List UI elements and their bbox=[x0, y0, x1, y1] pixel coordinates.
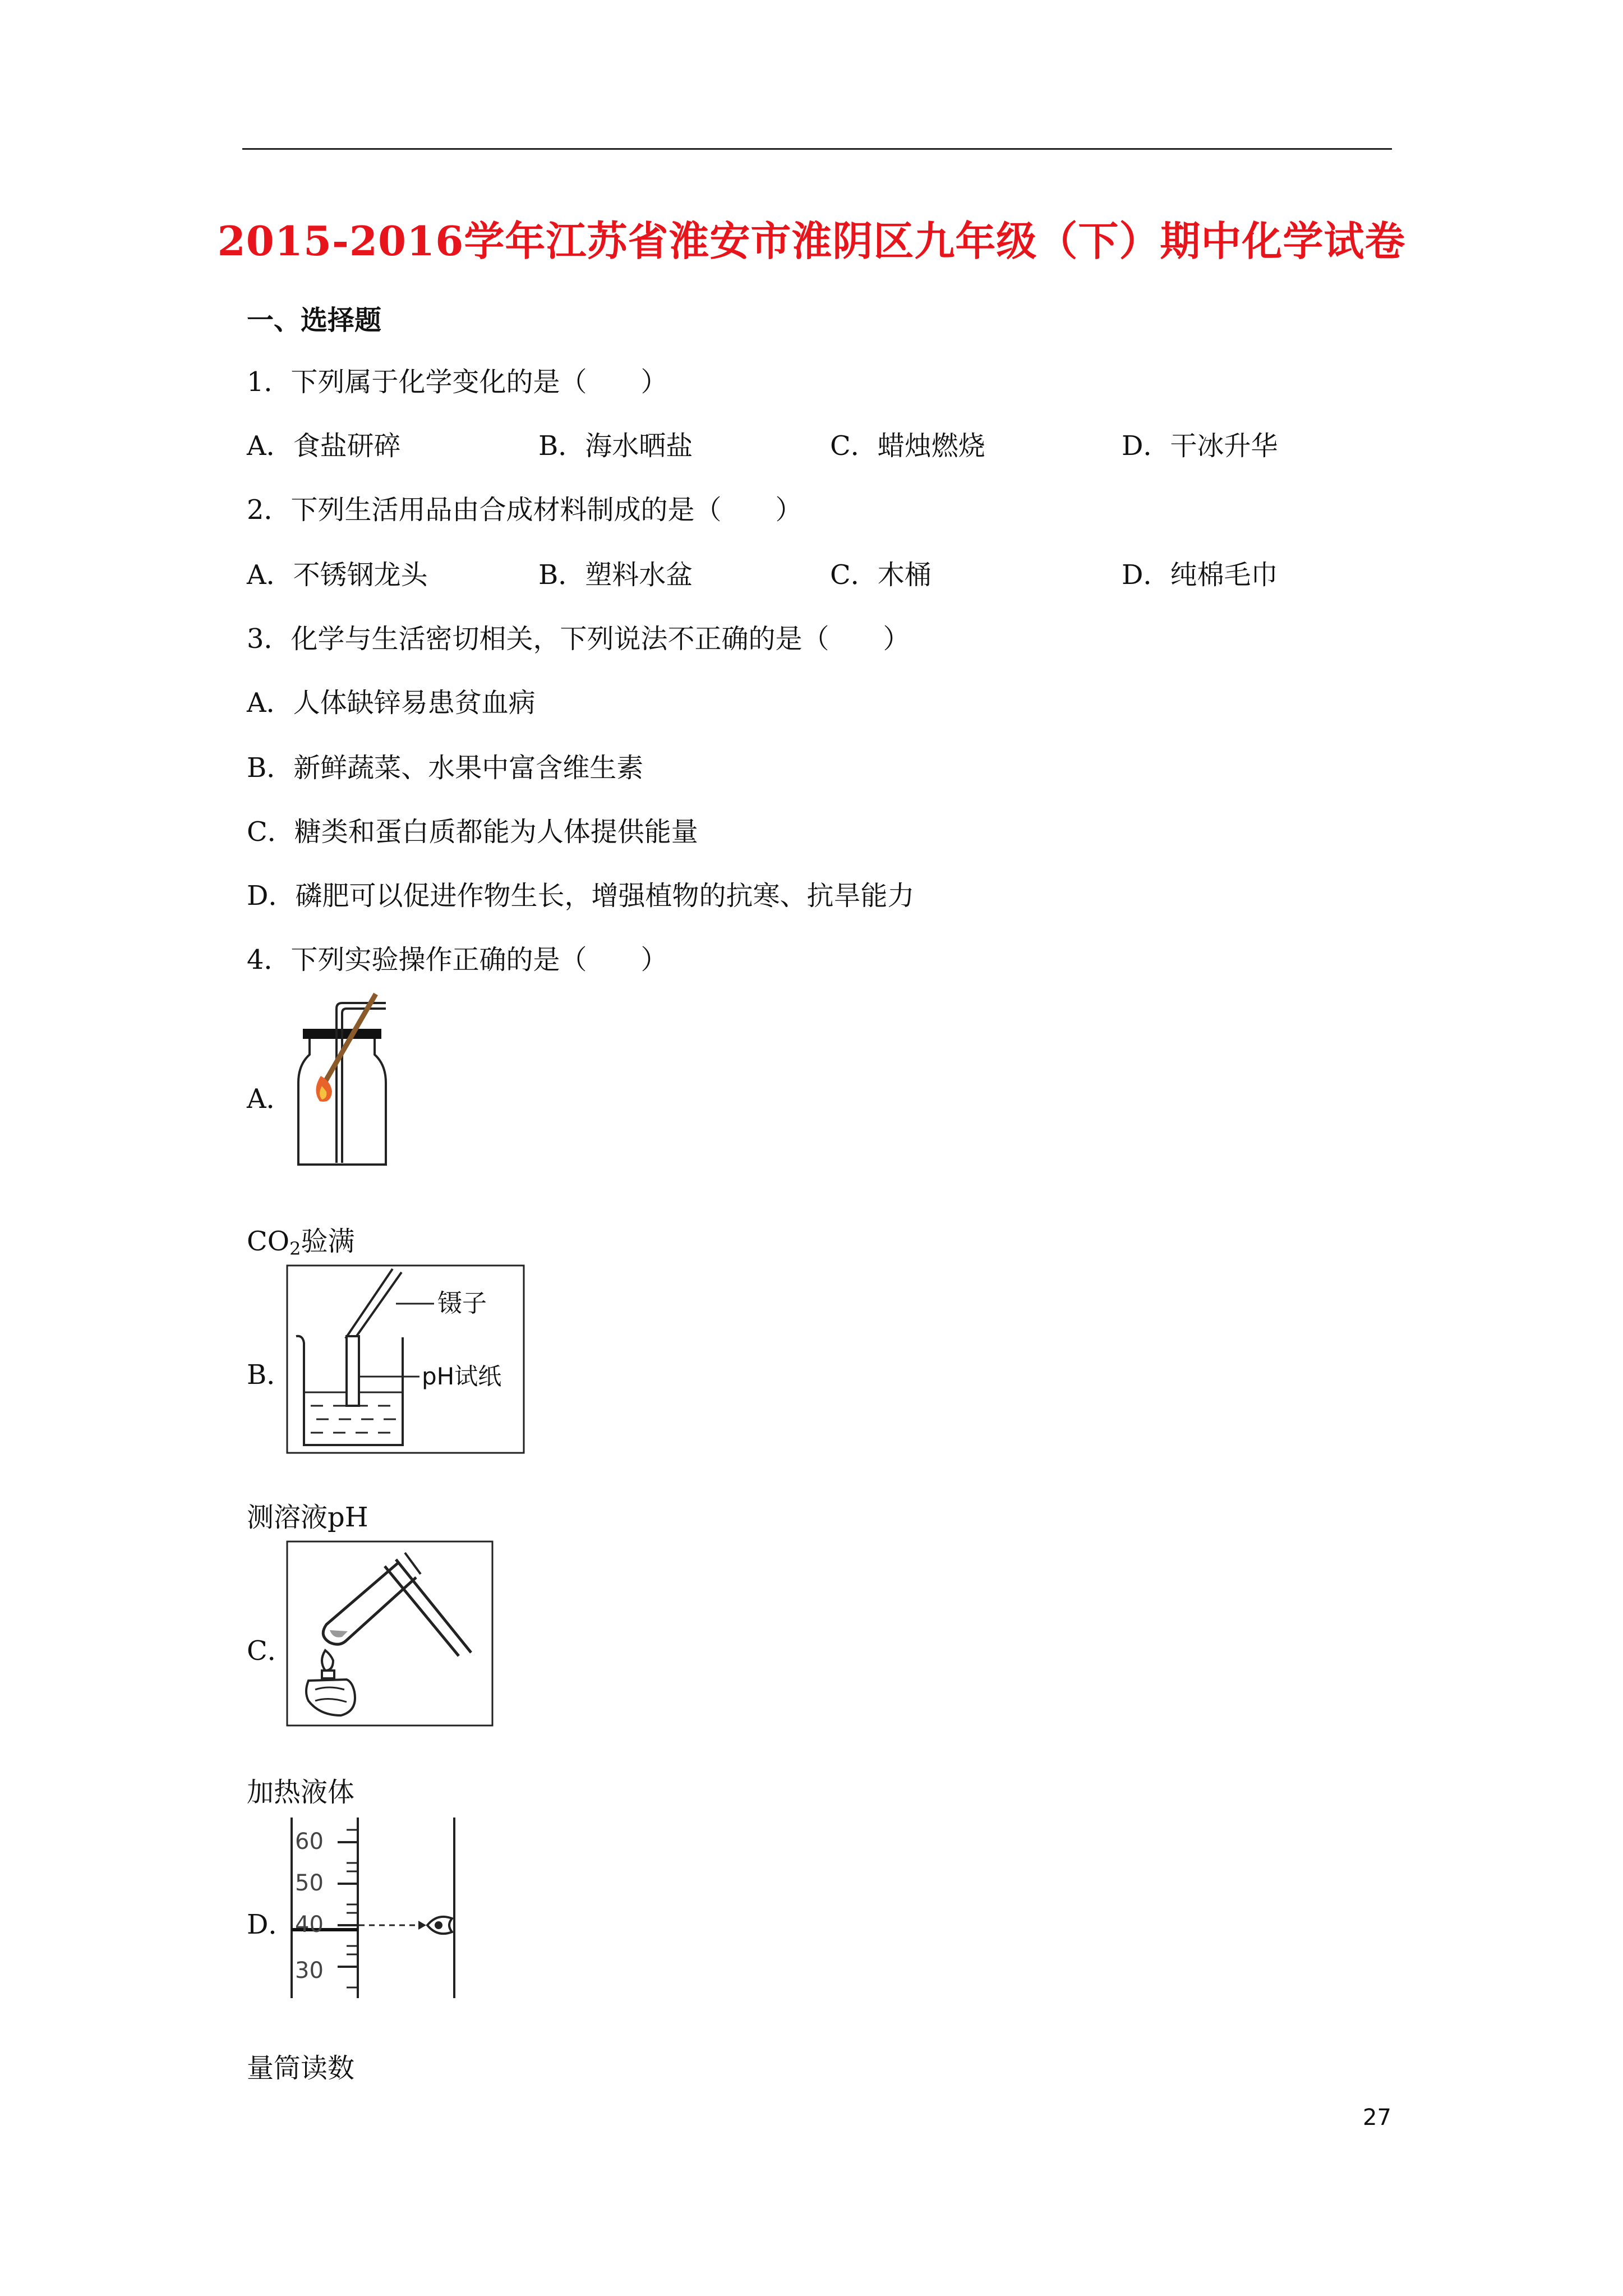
co2-full-check-figure bbox=[286, 992, 393, 1171]
question-1-option-c: C．蜡烛燃烧 bbox=[830, 430, 985, 462]
heating-liquid-figure bbox=[286, 1540, 494, 1727]
question-4-option-c-label: C． bbox=[247, 1635, 294, 1667]
question-2-option-a: A．不锈钢龙头 bbox=[247, 559, 428, 591]
question-1-option-a: A．食盐研碎 bbox=[247, 430, 401, 462]
question-2-stem: 2．下列生活用品由合成材料制成的是（ ） bbox=[247, 494, 803, 526]
question-3-option-c: C．糖类和蛋白质都能为人体提供能量 bbox=[247, 816, 698, 848]
question-4-option-b-label: B． bbox=[247, 1359, 294, 1391]
question-1-stem: 1．下列属于化学变化的是（ ） bbox=[247, 366, 668, 398]
question-4-option-d-caption: 量筒读数 bbox=[247, 2053, 355, 2084]
question-3-option-d: D．磷肥可以促进作物生长，增强植物的抗寒、抗旱能力 bbox=[247, 880, 915, 912]
question-1-option-d: D．干冰升华 bbox=[1122, 430, 1278, 462]
question-4-option-c-caption: 加热液体 bbox=[247, 1777, 355, 1808]
question-2-option-b: B．塑料水盆 bbox=[538, 559, 693, 591]
question-1-option-b: B．海水晒盐 bbox=[538, 430, 693, 462]
question-3-option-a: A．人体缺锌易患贫血病 bbox=[247, 687, 536, 719]
ph-paper-label: pH试纸 bbox=[422, 1363, 502, 1390]
tweezers-label: 镊子 bbox=[437, 1289, 487, 1318]
ph-test-figure bbox=[286, 1264, 527, 1455]
question-3-option-b: B．新鲜蔬菜、水果中富含维生素 bbox=[247, 752, 644, 784]
cylinder-tick-50: 50 bbox=[295, 1870, 324, 1896]
cylinder-reading-figure bbox=[286, 1815, 460, 2000]
page-number: 27 bbox=[1363, 2105, 1391, 2131]
question-4-option-b-caption: 测溶液pH bbox=[247, 1502, 368, 1533]
cylinder-tick-40: 40 bbox=[295, 1912, 324, 1938]
question-2-option-c: C．木桶 bbox=[830, 559, 932, 591]
question-4-stem: 4．下列实验操作正确的是（ ） bbox=[247, 944, 668, 976]
page-title: 2015-2016学年江苏省淮安市淮阴区九年级（下）期中化学试卷 bbox=[217, 217, 1406, 265]
cylinder-tick-30: 30 bbox=[295, 1958, 324, 1984]
cylinder-tick-60: 60 bbox=[295, 1829, 324, 1855]
question-4-option-a-caption: $CO_2$验满 bbox=[247, 1226, 355, 1259]
question-2-option-d: D．纯棉毛巾 bbox=[1122, 559, 1278, 591]
section-heading: 一、选择题 bbox=[247, 305, 382, 336]
question-4-option-a-label: A． bbox=[247, 1083, 293, 1115]
eye-icon bbox=[427, 1917, 452, 1934]
header-rule bbox=[242, 148, 1392, 150]
question-3-stem: 3．化学与生活密切相关，下列说法不正确的是（ ） bbox=[247, 623, 910, 655]
question-4-option-d-label: D． bbox=[247, 1909, 296, 1940]
